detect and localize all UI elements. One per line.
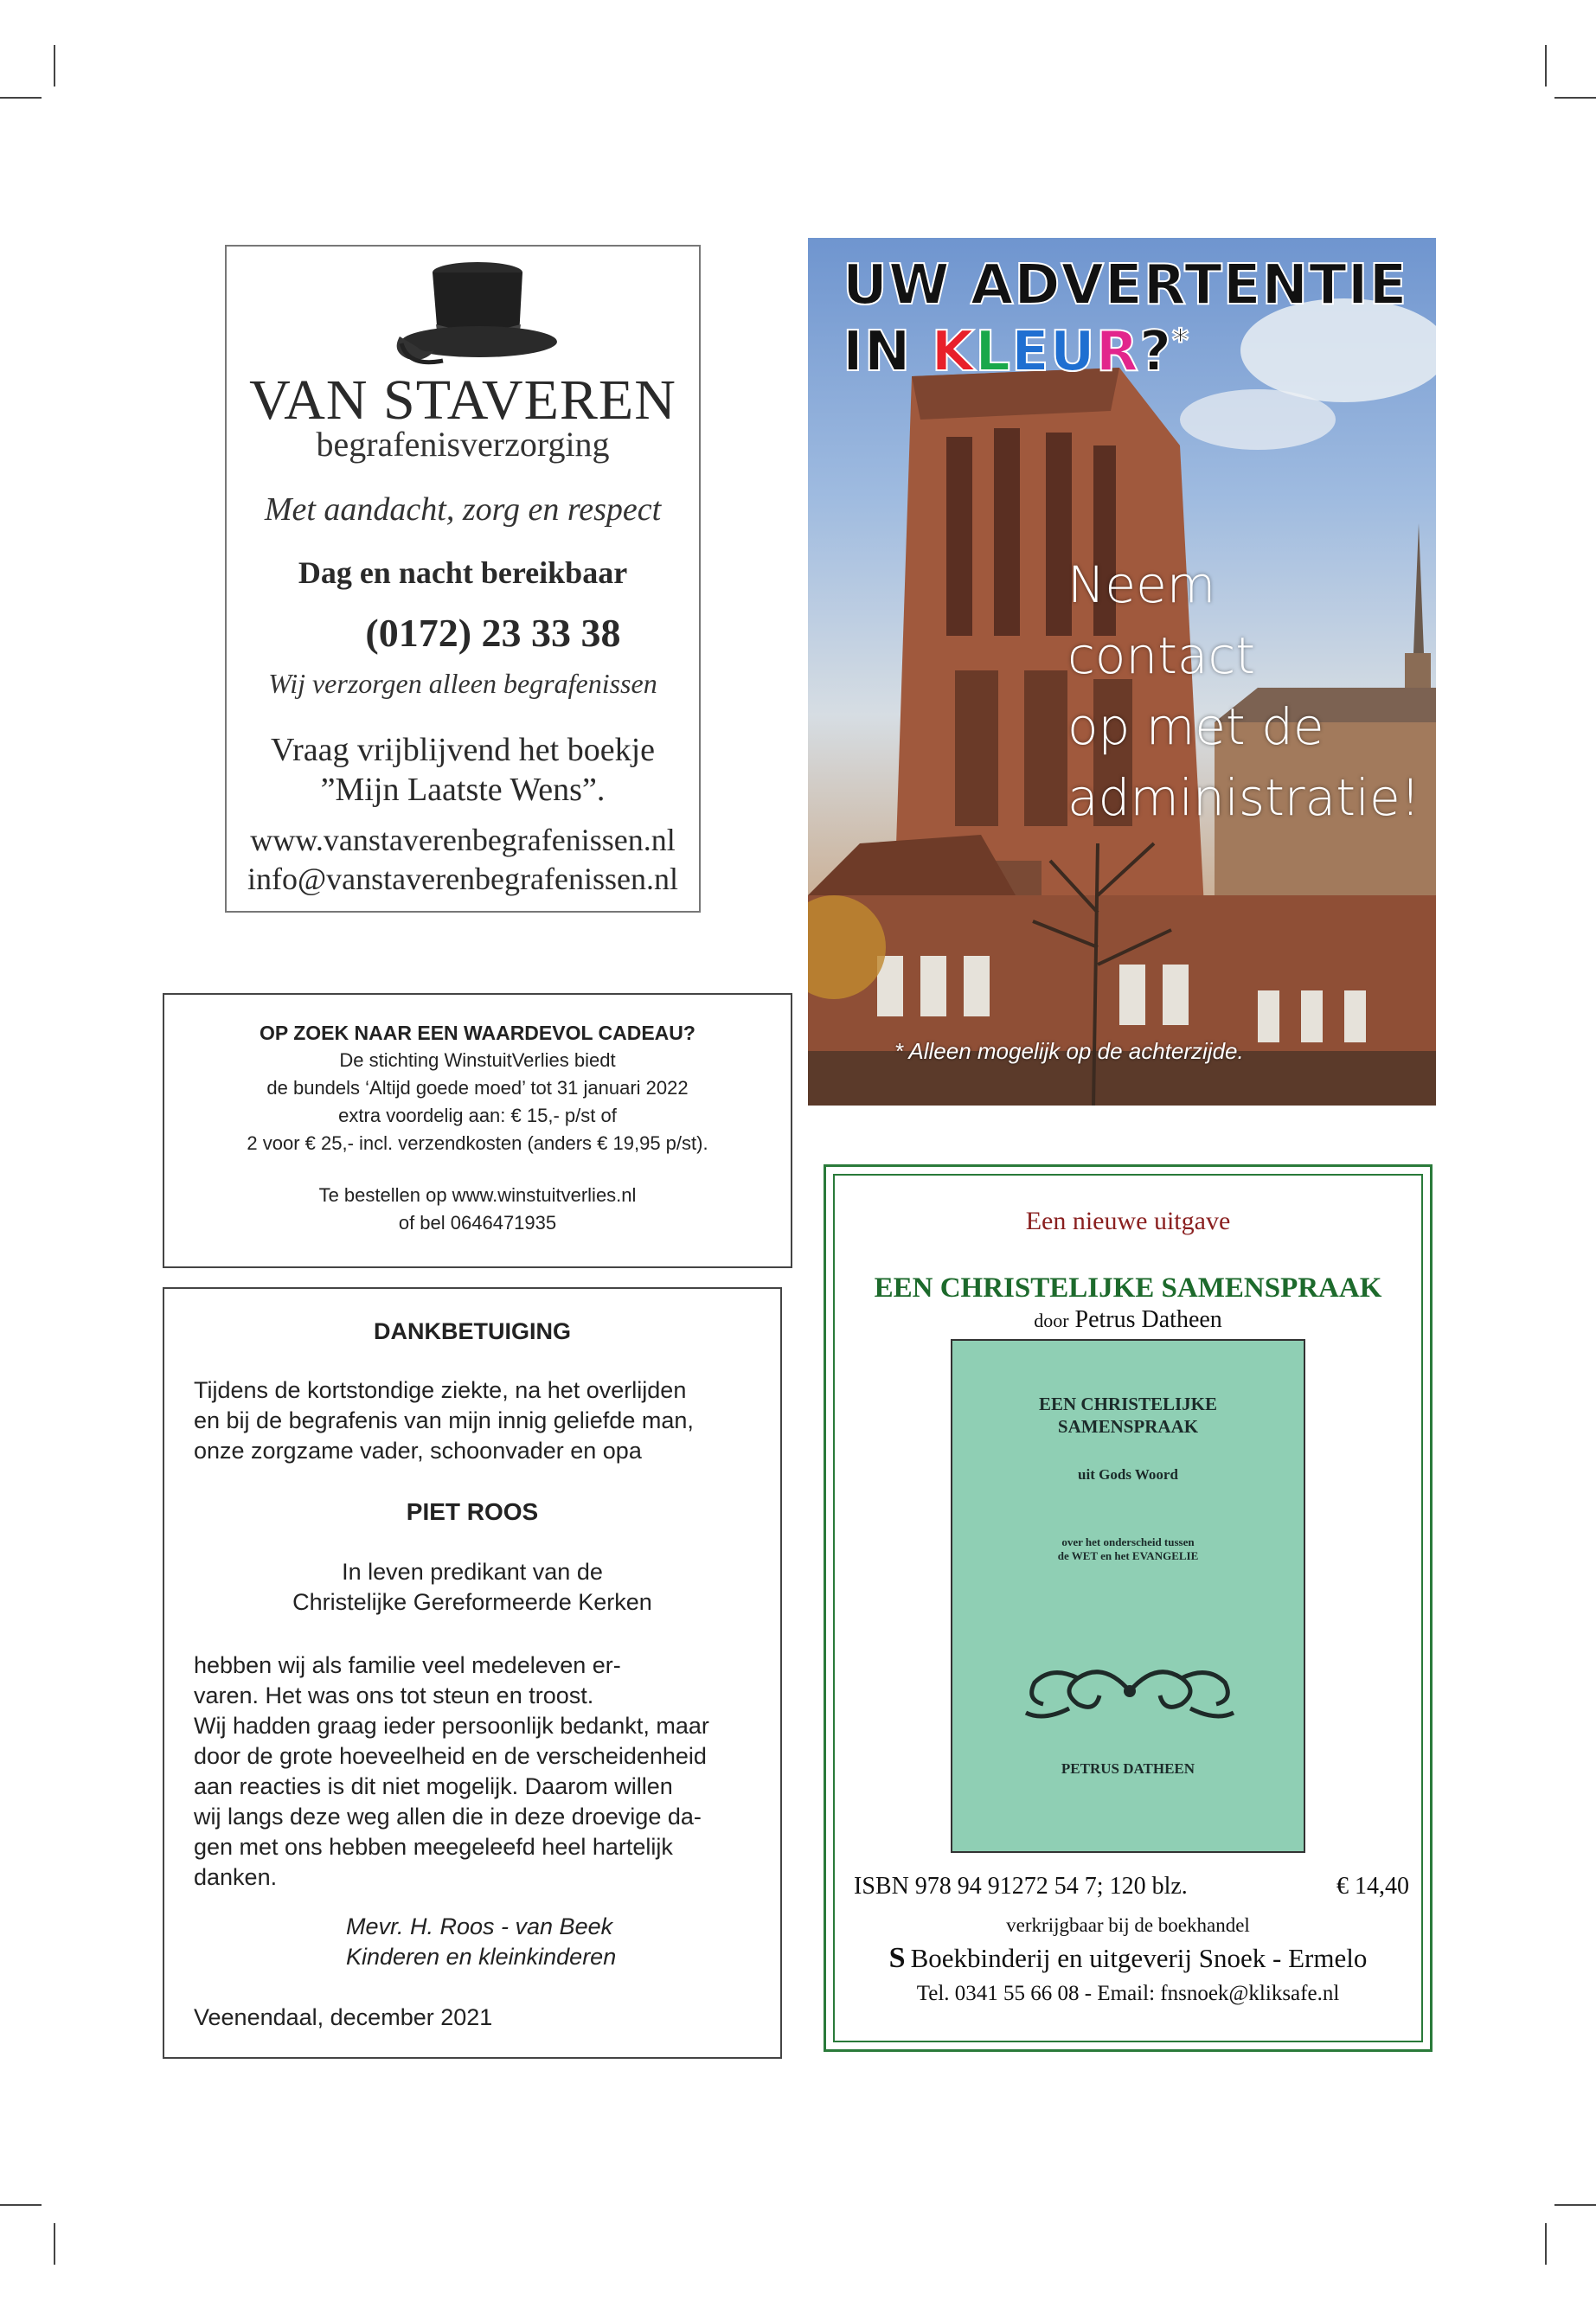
text-line: wij langs deze weg allen die in deze droevige da- — [194, 1804, 702, 1830]
kleur-letter: R — [1095, 320, 1139, 384]
cover-small-text — [952, 1535, 1304, 1563]
headline-question: ? — [1139, 320, 1173, 384]
text-line: over het onderscheid tussen — [1061, 1535, 1195, 1548]
crop-mark — [0, 97, 42, 99]
book-cover — [951, 1339, 1305, 1853]
headline-line2 — [843, 320, 1189, 384]
phone-number: (0172) 23 33 38 — [365, 611, 621, 655]
booklet-line: Vraag vrijblijvend het boekje — [270, 732, 656, 768]
gift-ad — [163, 993, 792, 1268]
gift-line: extra voordelig aan: € 15,- p/st of — [338, 1105, 617, 1126]
crop-mark — [1545, 45, 1547, 87]
company-subtitle: begrafenisverzorging — [316, 425, 610, 464]
crop-mark — [1554, 2204, 1596, 2206]
notice-title: DANKBETUIGING — [374, 1318, 571, 1344]
text-line: en bij de begrafenis van mijn innig geliefde man, — [194, 1407, 694, 1433]
publisher-contact[interactable]: Tel. 0341 55 66 08 - Email: fnsnoek@kliksafe.nl — [916, 1982, 1340, 2005]
text-line: Tijdens de kortstondige ziekte, na het overlijden — [194, 1377, 687, 1403]
order-phone: of bel 0646471935 — [398, 1212, 557, 1234]
crop-mark — [54, 45, 55, 87]
text-line: de WET en het EVANGELIE — [1057, 1549, 1199, 1562]
cover-subtitle: uit Gods Woord — [1078, 1466, 1178, 1483]
new-release: Een nieuwe uitgave — [1025, 1207, 1231, 1235]
intro-paragraph — [194, 1375, 747, 1466]
signature — [346, 1912, 616, 1972]
kleur-word — [932, 320, 1139, 384]
company-name: VAN STAVEREN — [249, 369, 676, 432]
contact-text — [1067, 549, 1420, 833]
kleur-letter: K — [931, 320, 976, 384]
kleur-letter: U — [1049, 320, 1096, 384]
contact-line: op met de — [1067, 697, 1324, 756]
book-ad-inner — [833, 1174, 1423, 2042]
text-line: Christelijke Gereformeerde Kerken — [292, 1589, 652, 1615]
text-line: gen met ons hebben meegeleefd heel hartelijk — [194, 1834, 673, 1860]
headline-prefix: IN — [843, 320, 932, 384]
text-line: Mevr. H. Roos - van Beek — [346, 1913, 613, 1939]
text-line: In leven predikant van de — [342, 1559, 603, 1585]
text-line: door de grote hoeveelheid en de verscheidenheid — [194, 1743, 707, 1769]
ornament-icon — [1017, 1652, 1242, 1730]
author-name: Petrus Datheen — [1074, 1306, 1222, 1333]
gift-title: OP ZOEK NAAR EEN WAARDEVOL CADEAU? — [260, 1022, 695, 1044]
deceased-name: PIET ROOS — [406, 1498, 539, 1525]
gift-line: de bundels ‘Altijd goede moed’ tot 31 januari 2022 — [266, 1077, 689, 1099]
kleur-letter: E — [1011, 320, 1050, 384]
body-paragraph — [194, 1650, 747, 1893]
text-line: aan reacties is dit niet mogelijk. Daarom willen — [194, 1773, 673, 1799]
publisher — [835, 1942, 1421, 1975]
contact-line: Neem contact — [1067, 555, 1256, 685]
availability: Dag en nacht bereikbaar — [298, 555, 628, 590]
email-link[interactable]: info@vanstaverenbegrafenissen.nl — [247, 862, 678, 896]
crop-mark — [0, 2204, 42, 2206]
color-ad — [808, 238, 1436, 1106]
text-line: Kinderen en kleinkinderen — [346, 1944, 617, 1970]
deceased-role — [164, 1557, 780, 1618]
booklet-title: ”Mijn Laatste Wens”. — [320, 772, 606, 808]
text-line: SAMENSPRAAK — [1057, 1416, 1199, 1437]
publisher-name: Boekbinderij en uitgeverij Snoek - Ermelo — [910, 1943, 1368, 1973]
text-line: onze zorgzame vader, schoonvader en opa — [194, 1438, 642, 1464]
contact-line: administratie! — [1067, 768, 1420, 827]
vanstaveren-ad — [225, 245, 701, 913]
kleur-letter: L — [975, 320, 1012, 384]
author-by: door — [1034, 1310, 1069, 1331]
publisher-logo-icon: S — [888, 1942, 906, 1974]
book-author — [835, 1306, 1421, 1334]
headline-asterisk: * — [1172, 323, 1189, 359]
text-line: varen. Het was ons tot steun en troost. — [194, 1682, 594, 1708]
availability-note: verkrijgbaar bij de boekhandel — [1006, 1914, 1250, 1936]
gift-line: 2 voor € 25,- incl. verzendkosten (anders € 19,95 p/st). — [247, 1132, 708, 1154]
cover-title — [952, 1393, 1304, 1438]
price: € 14,40 — [1336, 1873, 1409, 1900]
text-line: danken. — [194, 1864, 278, 1890]
crop-mark — [54, 2223, 55, 2265]
acknowledgement-notice — [163, 1287, 782, 2059]
footnote: * Alleen mogelijk op de achterzijde. — [894, 1038, 1244, 1064]
text-line: Wij hadden graag ieder persoonlijk bedankt, maar — [194, 1713, 709, 1739]
text-line: EEN CHRISTELIJKE — [1039, 1394, 1217, 1414]
isbn: ISBN 978 94 91272 54 7; 120 blz. — [854, 1873, 1188, 1900]
crop-mark — [1545, 2223, 1547, 2265]
website-link[interactable]: www.vanstaverenbegrafenissen.nl — [250, 823, 676, 857]
crop-mark — [1554, 97, 1596, 99]
book-title: EEN CHRISTELIJKE SAMENSPRAAK — [874, 1272, 1382, 1304]
place-date: Veenendaal, december 2021 — [194, 2004, 493, 2030]
text-line: hebben wij als familie veel medeleven er- — [194, 1652, 621, 1678]
order-website[interactable]: Te bestellen op www.winstuitverlies.nl — [318, 1184, 637, 1206]
headline-line1: UW ADVERTENTIE — [843, 253, 1408, 317]
only-funerals: Wij verzorgen alleen begrafenissen — [268, 668, 657, 699]
book-ad — [824, 1164, 1433, 2052]
top-hat-icon — [382, 257, 564, 369]
cover-author: PETRUS DATHEEN — [1061, 1760, 1195, 1777]
gift-line: De stichting WinstuitVerlies biedt — [339, 1049, 616, 1071]
motto: Met aandacht, zorg en respect — [264, 491, 662, 528]
